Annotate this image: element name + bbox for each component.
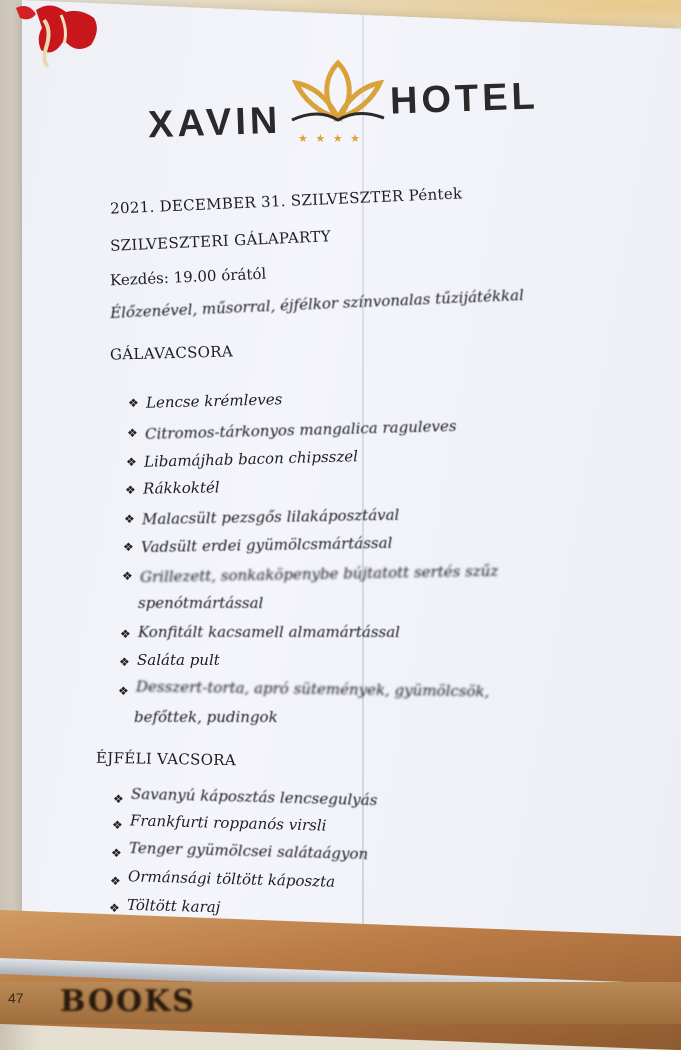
gala-item: Lencse krémleves [145,390,283,412]
gala-item: Konfitált kacsamell almamártással [138,623,400,641]
bullet-icon: ❖ [124,512,135,526]
bullet-icon: ❖ [119,655,130,669]
bullet-icon: ❖ [120,627,131,641]
logo-stars: ★ ★ ★ ★ [298,132,362,145]
gala-heading: GÁLAVACSORA [109,342,234,364]
gala-item: Libamájhab bacon chipsszel [143,447,359,471]
page-number: 47 [8,990,24,1006]
midnight-item: Töltött karaj [126,895,221,917]
gala-item: Desszert-torta, apró sütemények, gyümölcsök, [135,677,490,701]
gala-item: Grillezett, sonkaköpenybe bújtatott sertés szűz [139,561,499,587]
logo-word-right: HOTEL [389,75,540,123]
gala-item-continuation: spenótmártással [138,594,264,612]
gala-item: Citromos-tárkonyos mangalica raguleves [144,416,457,444]
gala-item: Malacsült pezsgős lilakáposztával [141,505,400,529]
gala-item-continuation: befőttek, pudingok [134,708,278,726]
gala-item: Vadsült erdei gyümölcsmártással [140,533,393,557]
gala-item: Saláta pult [137,651,220,669]
bullet-icon: ❖ [125,483,136,497]
bullet-icon: ❖ [109,901,120,915]
event-title: SZILVESZTERI GÁLAPARTY [109,227,332,255]
midnight-item: Frankfurti roppanós virsli [129,811,327,835]
bullet-icon: ❖ [127,426,138,440]
bullet-icon: ❖ [112,818,123,832]
start-time: Kezdés: 19.00 órától [109,264,267,290]
bullet-icon: ❖ [113,792,124,806]
book-label: BOOKS [60,984,196,1019]
bullet-icon: ❖ [128,396,139,410]
bullet-icon: ❖ [110,874,121,888]
bullet-icon: ❖ [123,540,134,554]
bullet-icon: ❖ [126,455,137,469]
midnight-item: Ormánsági töltött káposzta [127,867,336,891]
logo-word-left: XAVIN [147,99,283,147]
midnight-item: Savanyú káposztás lencsegulyás [130,784,378,810]
midnight-heading: ÉJFÉLI VACSORA [95,748,237,770]
bullet-icon: ❖ [118,684,129,698]
bullet-icon: ❖ [122,569,133,583]
bullet-icon: ❖ [111,846,122,860]
date-line: 2021. DECEMBER 31. SZILVESZTER Péntek [109,184,463,218]
midnight-item: Tenger gyümölcsei salátaágyon [128,838,369,864]
gala-item: Rákkoktél [142,478,220,498]
extras-line: Élőzenével, műsorral, éjfélkor színvonalas tűzijátékkal [109,285,525,323]
